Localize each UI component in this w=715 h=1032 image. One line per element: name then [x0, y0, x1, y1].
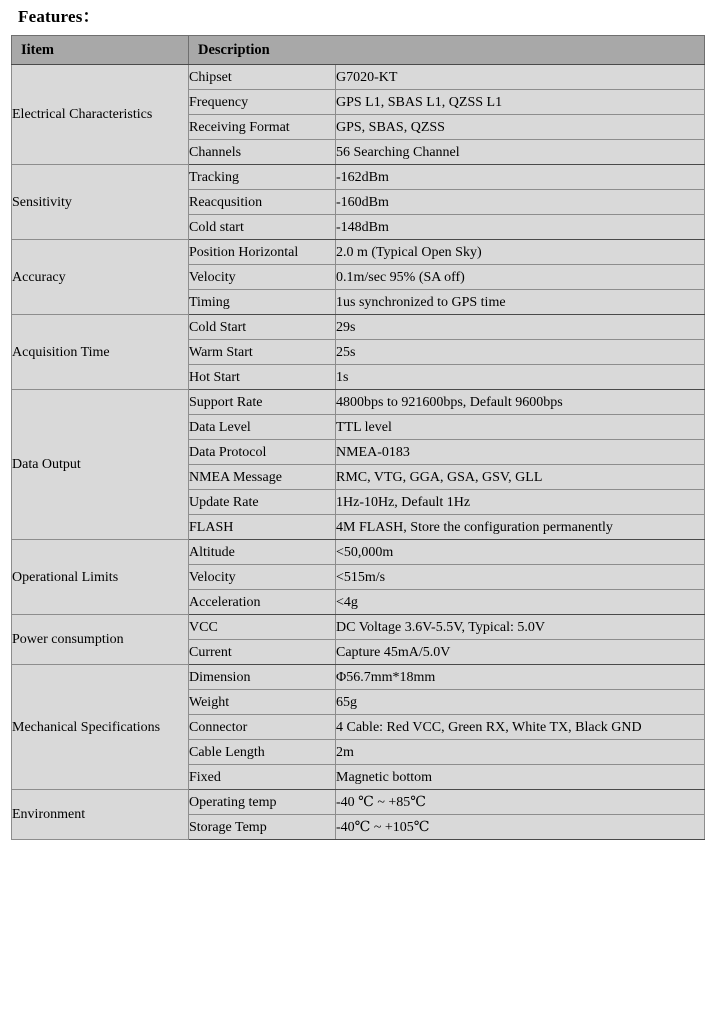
group-label-cell: Data Output	[12, 390, 189, 540]
group-label-cell: Accuracy	[12, 240, 189, 315]
spec-value-cell: 4M FLASH, Store the configuration permanently	[336, 515, 705, 540]
table-row	[12, 540, 705, 565]
spec-parameter-cell: Acceleration	[189, 590, 336, 615]
spec-value-cell: TTL level	[336, 415, 705, 440]
table-row	[12, 315, 705, 340]
spec-parameter-cell: FLASH	[189, 515, 336, 540]
group-label-cell: Acquisition Time	[12, 315, 189, 390]
spec-parameter-cell: Velocity	[189, 565, 336, 590]
spec-parameter-cell: Dimension	[189, 665, 336, 690]
spec-parameter-cell: Warm Start	[189, 340, 336, 365]
spec-value-cell: -148dBm	[336, 215, 705, 240]
spec-parameter-cell: VCC	[189, 615, 336, 640]
spec-value-cell: RMC, VTG, GGA, GSA, GSV, GLL	[336, 465, 705, 490]
spec-parameter-cell: Velocity	[189, 265, 336, 290]
table-row	[12, 240, 705, 265]
group-label-cell: Environment	[12, 790, 189, 840]
features-specification-table	[11, 35, 705, 840]
spec-parameter-cell: Fixed	[189, 765, 336, 790]
spec-value-cell: 2.0 m (Typical Open Sky)	[336, 240, 705, 265]
spec-value-cell: GPS L1, SBAS L1, QZSS L1	[336, 90, 705, 115]
spec-parameter-cell: Operating temp	[189, 790, 336, 815]
spec-value-cell: 1s	[336, 365, 705, 390]
spec-value-cell: 0.1m/sec 95% (SA off)	[336, 265, 705, 290]
table-header	[12, 36, 705, 65]
spec-parameter-cell: Cold start	[189, 215, 336, 240]
spec-value-cell: 25s	[336, 340, 705, 365]
group-label-cell: Electrical Characteristics	[12, 65, 189, 165]
spec-value-cell: 1Hz-10Hz, Default 1Hz	[336, 490, 705, 515]
spec-parameter-cell: Storage Temp	[189, 815, 336, 840]
spec-parameter-cell: Receiving Format	[189, 115, 336, 140]
spec-value-cell: 56 Searching Channel	[336, 140, 705, 165]
group-label-cell: Sensitivity	[12, 165, 189, 240]
group-label-cell: Power consumption	[12, 615, 189, 665]
column-header-item: Iitem	[12, 36, 189, 65]
column-header-description: Description	[189, 36, 705, 65]
table-row	[12, 665, 705, 690]
spec-value-cell: -160dBm	[336, 190, 705, 215]
spec-value-cell: Magnetic bottom	[336, 765, 705, 790]
spec-value-cell: G7020-KT	[336, 65, 705, 90]
spec-parameter-cell: Data Protocol	[189, 440, 336, 465]
table-row	[12, 165, 705, 190]
table-body	[12, 65, 705, 840]
spec-value-cell: Φ56.7mm*18mm	[336, 665, 705, 690]
spec-parameter-cell: Channels	[189, 140, 336, 165]
group-label-cell: Operational Limits	[12, 540, 189, 615]
table-row	[12, 790, 705, 815]
spec-parameter-cell: Update Rate	[189, 490, 336, 515]
spec-parameter-cell: Reacqusition	[189, 190, 336, 215]
spec-value-cell: 2m	[336, 740, 705, 765]
spec-value-cell: 29s	[336, 315, 705, 340]
spec-parameter-cell: Weight	[189, 690, 336, 715]
spec-value-cell: Capture 45mA/5.0V	[336, 640, 705, 665]
spec-parameter-cell: Cold Start	[189, 315, 336, 340]
spec-parameter-cell: Timing	[189, 290, 336, 315]
spec-parameter-cell: Altitude	[189, 540, 336, 565]
table-row	[12, 65, 705, 90]
spec-value-cell: 1us synchronized to GPS time	[336, 290, 705, 315]
spec-value-cell: 4 Cable: Red VCC, Green RX, White TX, Black GND	[336, 715, 705, 740]
spec-parameter-cell: Cable Length	[189, 740, 336, 765]
spec-value-cell: <515m/s	[336, 565, 705, 590]
spec-value-cell: NMEA-0183	[336, 440, 705, 465]
spec-parameter-cell: Current	[189, 640, 336, 665]
spec-parameter-cell: Connector	[189, 715, 336, 740]
spec-value-cell: -40 ℃ ~ +85℃	[336, 790, 705, 815]
spec-parameter-cell: Data Level	[189, 415, 336, 440]
spec-parameter-cell: NMEA Message	[189, 465, 336, 490]
group-label-cell: Mechanical Specifications	[12, 665, 189, 790]
spec-parameter-cell: Position Horizontal	[189, 240, 336, 265]
table-row	[12, 390, 705, 415]
spec-value-cell: <50,000m	[336, 540, 705, 565]
spec-parameter-cell: Support Rate	[189, 390, 336, 415]
spec-value-cell: DC Voltage 3.6V-5.5V, Typical: 5.0V	[336, 615, 705, 640]
spec-parameter-cell: Tracking	[189, 165, 336, 190]
spec-value-cell: 65g	[336, 690, 705, 715]
spec-value-cell: <4g	[336, 590, 705, 615]
spec-value-cell: GPS, SBAS, QZSS	[336, 115, 705, 140]
spec-parameter-cell: Frequency	[189, 90, 336, 115]
spec-parameter-cell: Chipset	[189, 65, 336, 90]
spec-parameter-cell: Hot Start	[189, 365, 336, 390]
table-header-row	[12, 36, 705, 65]
spec-value-cell: -162dBm	[336, 165, 705, 190]
spec-value-cell: 4800bps to 921600bps, Default 9600bps	[336, 390, 705, 415]
table-row	[12, 615, 705, 640]
spec-value-cell: -40℃ ~ +105℃	[336, 815, 705, 840]
page-title: Features：	[18, 7, 100, 26]
